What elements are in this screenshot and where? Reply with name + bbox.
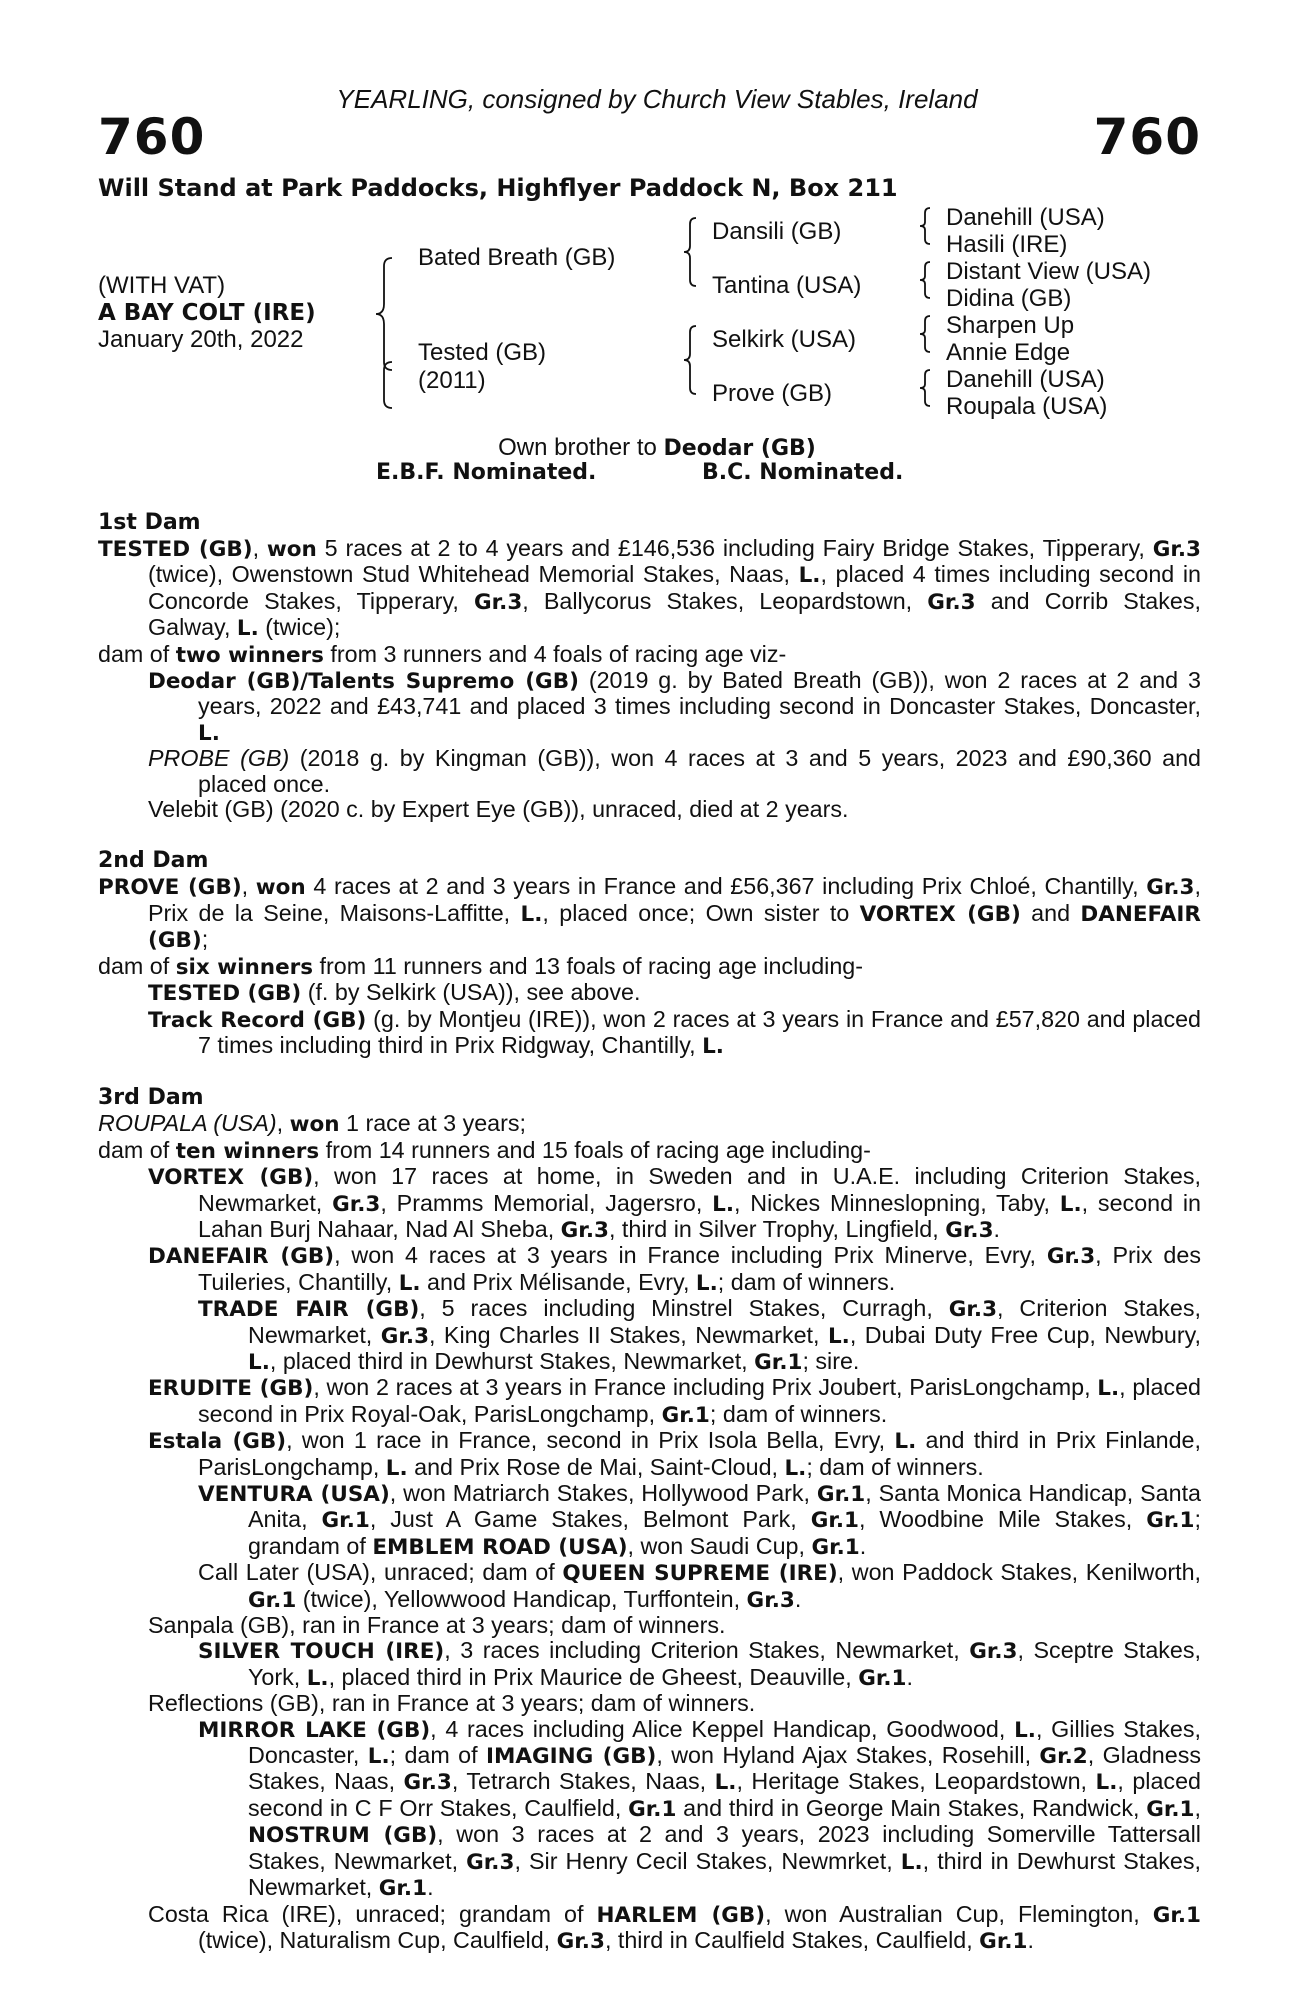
produce-trade-fair: TRADE FAIR (GB), 5 races including Minstrel Stakes, Curragh, Gr.3, Criterion Stakes, Newmarket, Gr.3, King Charles II Stakes, Newmarket, L., Dubai Duty Free Cup, Newbury, L., placed third in Dewhurst Stakes, Newmarket, Gr.1; sire. [198, 1295, 1202, 1375]
produce-probe: PROBE (GB) (2018 g. by Kingman (GB)), won 4 races at 3 and 5 years, 2023 and £90,360 and placed once. [148, 745, 1201, 797]
dam-sire: Selkirk (USA) [712, 326, 857, 353]
produce-erudite: ERUDITE (GB), won 2 races at 3 years in France including Prix Joubert, ParisLongchamp, L., placed second in Prix Royal-Oak, ParisLongchamp, Gr.1; dam of winners. [148, 1374, 1201, 1428]
ebf-nominated: E.B.F. Nominated. [376, 460, 597, 485]
sire: Bated Breath (GB) [418, 244, 616, 271]
dam-dam-sire: Danehill (USA) [946, 366, 1105, 393]
brace-dam [684, 326, 696, 394]
sire-sire-dam: Hasili (IRE) [946, 231, 1068, 258]
foaling-date: January 20th, 2022 [98, 326, 304, 353]
dam-sire-sire: Sharpen Up [946, 312, 1075, 339]
produce-vortex: VORTEX (GB), won 17 races at home, in Sweden and in U.A.E. including Criterion Stakes, Newmarket, Gr.3, Pramms Memorial, Jagersro, L., Nickes Minneslopning, Taby, L., second in Lahan Burj Nahaar, Nad Al Sheba, Gr.3, third in Silver Trophy, Lingfield, Gr.3. [148, 1163, 1202, 1243]
second-dam-produce: dam of six winners from 11 runners and 13 foals of racing age including- [98, 952, 864, 980]
second-dam-heading: 2nd Dam [98, 848, 209, 874]
brace-main [376, 258, 392, 370]
brace-ss [920, 208, 930, 244]
produce-sanpala: Sanpala (GB), ran in France at 3 years; dam of winners. [148, 1612, 726, 1639]
third-dam-heading: 3rd Dam [98, 1085, 204, 1111]
dam-lines [98, 510, 1201, 1954]
produce-estala: Estala (GB), won 1 race in France, second in Prix Isola Bella, Evry, L. and third in Prix Finlande, ParisLongchamp, L. and Prix Rose de Mai, Saint-Cloud, L.; dam of winners. [148, 1427, 1201, 1481]
first-dam-record: TESTED (GB), won 5 races at 2 to 4 years and £146,536 including Fairy Bridge Stakes, Tipperary, Gr.3 (twice), Owenstown Stud Whitehead Memorial Stakes, Naas, L., placed 4 times including second in Concorde Stakes, Tipperary, Gr.3, Ballycorus Stakes, Leopardstown, Gr.3 and Corrib Stakes, Galway, L. (twice); [98, 535, 1201, 642]
dam-sire-dam: Annie Edge [946, 339, 1071, 366]
first-dam-heading: 1st Dam [98, 510, 201, 535]
produce-velebit: Velebit (GB) (2020 c. by Expert Eye (GB)), unraced, died at 2 years. [148, 796, 849, 823]
sire-dam-sire: Distant View (USA) [946, 258, 1151, 285]
second-dam-record: PROVE (GB), won 4 races at 2 and 3 years in France and £56,367 including Prix Chloé, Chantilly, Gr.3, Prix de la Seine, Maisons-Laffitte, L., placed once; Own sister to VORTEX (GB) and DANEFAIR (GB); [98, 873, 1201, 954]
third-dam-produce: dam of ten winners from 14 runners and 15 foals of racing age including- [98, 1136, 871, 1164]
brace-sd [920, 262, 930, 298]
horse-name: A BAY COLT (IRE) [98, 300, 316, 326]
produce-ventura: VENTURA (USA), won Matriarch Stakes, Hollywood Park, Gr.1, Santa Monica Handicap, Santa Anita, Gr.1, Just A Game Stakes, Belmont Park, Gr.1, Woodbine Mile Stakes, Gr.1; grandam of EMBLEM ROAD (USA), won Saudi Cup, Gr.1. [198, 1480, 1202, 1560]
pedigree-braces [0, 0, 1314, 430]
own-brother-line [0, 434, 1314, 462]
dam-dam-dam: Roupala (USA) [946, 393, 1108, 420]
vat-note: (WITH VAT) [98, 272, 226, 299]
produce-danefair: DANEFAIR (GB), won 4 races at 3 years in France including Prix Minerve, Evry, Gr.3, Prix des Tuileries, Chantilly, L. and Prix Mélisande, Evry, L.; dam of winners. [148, 1242, 1201, 1296]
own-brother-name: Deodar (GB) [663, 436, 816, 461]
brace-ds [920, 316, 930, 352]
sire-sire: Dansili (GB) [712, 218, 842, 245]
lot-number-left: 760 [98, 108, 206, 166]
stand-location: Will Stand at Park Paddocks, Highflyer Paddock N, Box 211 [98, 174, 898, 202]
dam-year: (2011) [418, 367, 486, 394]
own-brother-prefix: Own brother to [498, 434, 657, 461]
bc-nominated: B.C. Nominated. [702, 460, 904, 485]
sire-dam-dam: Didina (GB) [946, 285, 1072, 312]
sire-sire-sire: Danehill (USA) [946, 204, 1105, 231]
produce-tested: TESTED (GB) (f. by Selkirk (USA)), see above. [148, 979, 641, 1007]
produce-costa-rica: Costa Rica (IRE), unraced; grandam of HARLEM (GB), won Australian Cup, Flemington, Gr.1 (twice), Naturalism Cup, Caulfield, Gr.3, third in Caulfield Stakes, Caulfield, Gr.1. [148, 1900, 1201, 1954]
produce-silver-touch: SILVER TOUCH (IRE), 3 races including Criterion Stakes, Newmarket, Gr.3, Sceptre Stakes, York, L., placed third in Prix Maurice de Gheest, Deauville, Gr.1. [198, 1637, 1201, 1691]
third-dam-record: ROUPALA (USA), won 1 race at 3 years; [98, 1110, 527, 1138]
lot-number-right: 760 [1093, 108, 1201, 166]
produce-deodar: Deodar (GB)/Talents Supremo (GB) (2019 g. by Bated Breath (GB)), won 2 races at 2 and 3 years, 2022 and £43,741 and placed 3 times including second in Doncaster Stakes, Doncaster, L. [148, 667, 1201, 746]
first-dam-produce: dam of two winners from 3 runners and 4 foals of racing age viz- [98, 640, 787, 668]
produce-mirror-lake: MIRROR LAKE (GB), 4 races including Alice Keppel Handicap, Goodwood, L., Gillies Stakes, Doncaster, L.; dam of IMAGING (GB), won Hyland Ajax Stakes, Rosehill, Gr.2, Gladness Stakes, Naas, Gr.3, Tetrarch Stakes, Naas, L., Heritage Stakes, Leopardstown, L., placed second in C F Orr Stakes, Caulfield, Gr.1 and third in George Main Stakes, Randwick, Gr.1, NOSTRUM (GB), won 3 races at 2 and 3 years, 2023 including Somerville Tattersall Stakes, Newmarket, Gr.3, Sir Henry Cecil Stakes, Newmrket, L., third in Dewhurst Stakes, Newmarket, Gr.1. [198, 1715, 1202, 1902]
sire-dam: Tantina (USA) [712, 272, 862, 299]
brace-dd [920, 370, 930, 406]
consignor-line: YEARLING, consigned by Church View Stables, Ireland [336, 84, 978, 114]
dam-dam: Prove (GB) [712, 380, 833, 407]
brace-sire [684, 218, 696, 286]
produce-reflections: Reflections (GB), ran in France at 3 years; dam of winners. [148, 1690, 756, 1717]
dam: Tested (GB) [418, 339, 547, 366]
produce-track-record: Track Record (GB) (g. by Montjeu (IRE)), won 2 races at 3 years in France and £57,820 and placed 7 times including third in Prix Ridgway, Chantilly, L. [148, 1005, 1202, 1059]
produce-call-later: Call Later (USA), unraced; dam of QUEEN SUPREME (IRE), won Paddock Stakes, Kenilworth, Gr.1 (twice), Yellowwood Handicap, Turffontein, Gr.3. [198, 1559, 1201, 1613]
